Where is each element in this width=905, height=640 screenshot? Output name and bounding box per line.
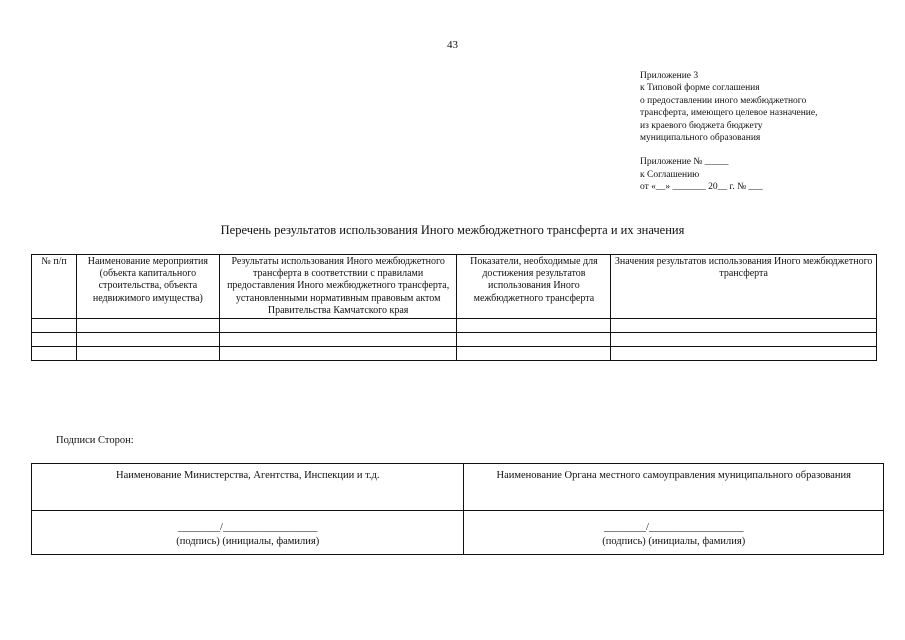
appendix-line: Приложение 3 <box>640 71 699 81</box>
document-title: Перечень результатов использования Иного межбюджетного трансферта и их значения <box>220 223 685 237</box>
table-row <box>32 333 877 347</box>
appendix-line: из краевого бюджета бюджету <box>640 120 763 131</box>
header-cell-indicators: Показатели, необходимые для достижения результатов использования Иного межбюджетного трансферта <box>457 255 611 319</box>
results-table <box>31 254 877 361</box>
table-cell <box>457 347 611 361</box>
page-number: 43 <box>447 39 458 51</box>
header-cell-event-name: Наименование мероприятия (объекта капитального строительства, объекта недвижимого имущества) <box>76 255 219 319</box>
table-cell <box>32 347 77 361</box>
table-cell <box>611 333 877 347</box>
table-cell <box>611 347 877 361</box>
table-cell <box>76 333 219 347</box>
appendix-line: трансферта, имеющего целевое назначение, <box>640 108 818 119</box>
table-cell <box>32 319 77 333</box>
signature-line: ________/__________________ <box>178 522 318 533</box>
results-table-header-row <box>32 255 877 319</box>
table-cell <box>219 319 457 333</box>
header-cell-number: № п/п <box>32 255 77 319</box>
signature-caption: (подпись) (инициалы, фамилия) <box>602 536 746 547</box>
table-cell <box>32 333 77 347</box>
appendix-line: к Типовой форме соглашения <box>640 83 760 94</box>
header-cell-results: Результаты использования Иного межбюджетного трансферта в соответствии с правилами предоставления Иного межбюджетного трансферта, установленными нормативным правовым актом Правительства Камчатского края <box>219 255 457 319</box>
appendix-line: муниципального образования <box>640 133 761 144</box>
signatures-table <box>31 463 884 555</box>
signature-line: ________/__________________ <box>604 522 744 533</box>
table-cell <box>76 319 219 333</box>
right-signature-cell <box>464 511 884 555</box>
table-cell <box>76 347 219 361</box>
annex-line: Приложение № _____ <box>640 157 729 168</box>
signature-caption: (подпись) (инициалы, фамилия) <box>176 536 320 547</box>
signatures-header-row <box>32 464 884 511</box>
signatures-sign-row <box>32 511 884 555</box>
right-party-name: Наименование Органа местного самоуправления муниципального образования <box>464 464 884 511</box>
table-row <box>32 347 877 361</box>
table-cell <box>219 333 457 347</box>
table-row <box>32 319 877 333</box>
annex-line: от «__» _______ 20__ г. № ___ <box>640 182 763 193</box>
annex-line: к Соглашению <box>640 169 700 180</box>
table-cell <box>611 319 877 333</box>
appendix-line: о предоставлении иного межбюджетного <box>640 95 807 106</box>
header-cell-values: Значения результатов использования Иного межбюджетного трансферта <box>611 255 877 319</box>
table-cell <box>457 333 611 347</box>
table-cell <box>219 347 457 361</box>
left-party-name: Наименование Министерства, Агентства, Инспекции и т.д. <box>32 464 464 511</box>
signatures-label: Подписи Сторон: <box>56 435 134 446</box>
table-cell <box>457 319 611 333</box>
appendix-block <box>640 70 817 194</box>
left-signature-cell <box>32 511 464 555</box>
